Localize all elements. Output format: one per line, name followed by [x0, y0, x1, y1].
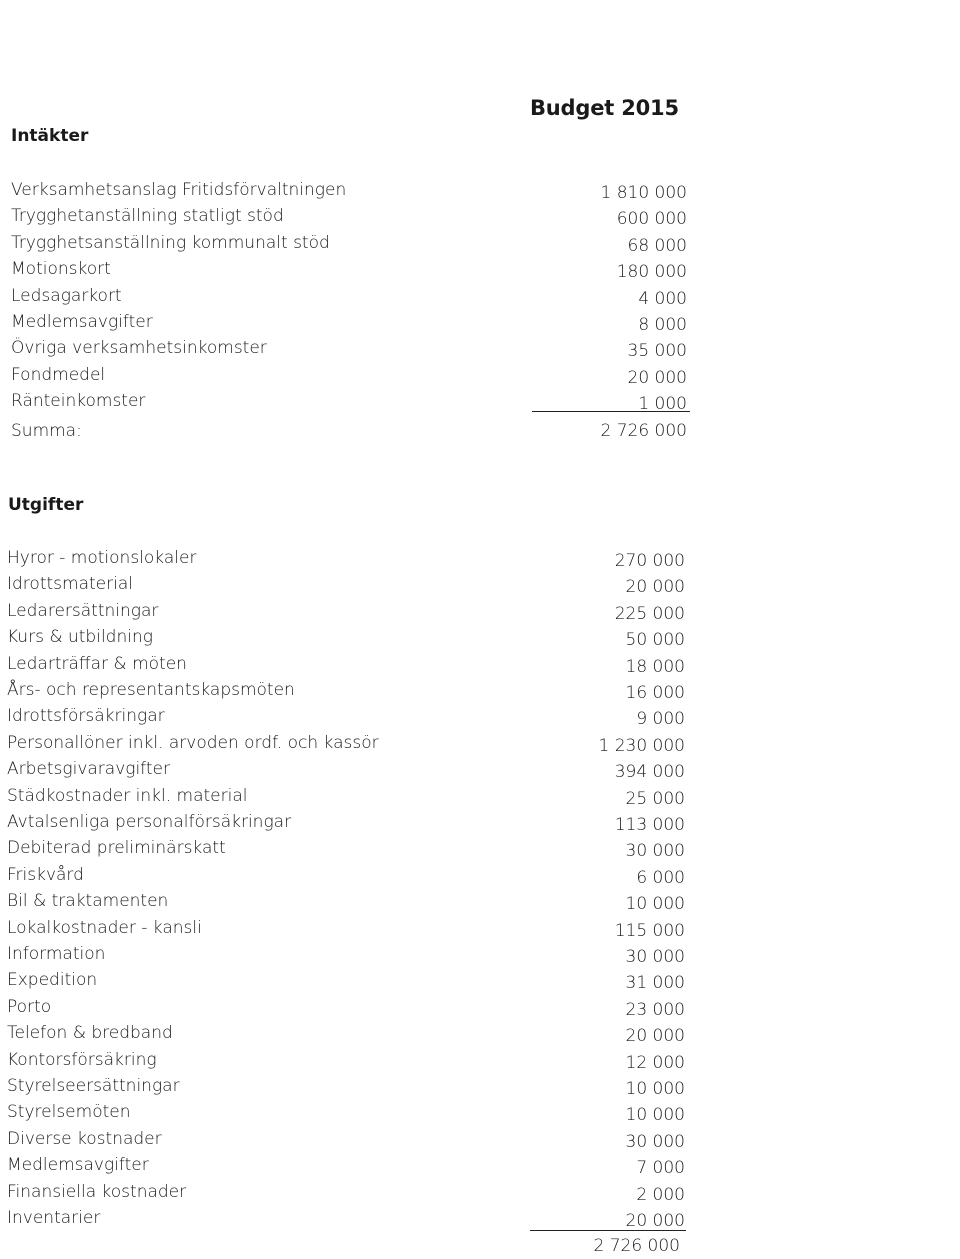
- expense-row-value: 31 000: [625, 973, 685, 994]
- expense-row-label: Idrottsförsäkringar: [7, 706, 165, 727]
- expense-row-value: 225 000: [614, 603, 685, 624]
- income-row: [11, 335, 701, 361]
- expense-row-value: 10 000: [625, 894, 685, 915]
- expense-row: [7, 1020, 697, 1046]
- expense-row-label: Års- och representantskapsmöten: [7, 680, 295, 700]
- income-row: [11, 177, 701, 203]
- expense-row-label: Avtalsenliga personalförsäkringar: [7, 812, 292, 832]
- expense-row-label: Information: [7, 944, 106, 964]
- income-row-value: 1 000: [638, 394, 687, 415]
- expense-row-value: 394 000: [614, 762, 685, 783]
- income-section-title: Intäkter: [11, 126, 89, 146]
- expense-row-value: 20 000: [625, 1026, 685, 1047]
- expense-row-label: Friskvård: [7, 864, 84, 885]
- expense-row-label: Hyror - motionslokaler: [7, 548, 197, 568]
- expense-row-label: Bil & traktamenten: [7, 891, 169, 912]
- expense-row: [7, 730, 697, 756]
- income-total-label: Summa:: [11, 421, 82, 441]
- income-row: [11, 309, 701, 335]
- income-row: [11, 203, 701, 229]
- expense-row: [7, 1126, 697, 1152]
- expense-row: [7, 677, 697, 703]
- expense-row-value: 12 000: [625, 1052, 685, 1073]
- budget-column-title: Budget 2015: [530, 96, 679, 120]
- income-row-label: Ledsagarkort: [11, 285, 122, 306]
- expenses-total-value: 2 726 000: [593, 1236, 680, 1256]
- expenses-total-row: [6, 1233, 686, 1259]
- income-row-label: Medlemsavgifter: [11, 312, 153, 332]
- income-row: [11, 256, 701, 282]
- expense-row-label: Styrelsemöten: [7, 1102, 131, 1123]
- income-row-value: 35 000: [627, 341, 687, 362]
- expense-row: [7, 994, 697, 1020]
- expense-row: [7, 651, 697, 677]
- income-row-label: Trygghetanställning statligt stöd: [11, 206, 284, 227]
- expense-row-value: 113 000: [614, 815, 685, 835]
- expense-row-value: 10 000: [625, 1079, 685, 1099]
- expense-row-label: Ledarersättningar: [7, 600, 159, 621]
- income-row: [11, 283, 701, 309]
- expense-row-value: 6 000: [636, 867, 685, 888]
- expense-row: [7, 915, 697, 941]
- income-row-label: Verksamhetsanslag Fritidsförvaltningen: [11, 180, 347, 200]
- expense-row: [7, 1073, 697, 1099]
- expense-row: [7, 545, 697, 571]
- expense-row-value: 30 000: [625, 841, 685, 862]
- expense-row: [7, 1179, 697, 1205]
- expense-row-value: 1 230 000: [598, 735, 685, 756]
- expense-row: [7, 1205, 697, 1231]
- expense-row-label: Styrelseersättningar: [7, 1076, 180, 1096]
- income-row-value: 20 000: [627, 367, 687, 388]
- expense-row: [7, 598, 697, 624]
- expense-row-value: 9 000: [636, 709, 685, 730]
- expense-row-label: Porto: [7, 996, 52, 1017]
- expense-row-value: 30 000: [625, 947, 685, 967]
- income-row-label: Ränteinkomster: [11, 391, 146, 412]
- expense-row: [7, 783, 697, 809]
- expense-row-value: 20 000: [625, 1211, 685, 1231]
- expense-row-label: Städkostnader inkl. material: [7, 785, 248, 806]
- expense-row-value: 115 000: [614, 920, 685, 941]
- expense-row-value: 50 000: [625, 630, 685, 651]
- expense-row: [7, 941, 697, 967]
- expense-row-label: Inventarier: [7, 1208, 101, 1228]
- expense-row-label: Telefon & bredband: [7, 1023, 173, 1044]
- expense-row: [7, 835, 697, 861]
- income-row-value: 68 000: [627, 235, 687, 256]
- expense-row-value: 7 000: [636, 1158, 685, 1179]
- income-row-value: 4 000: [638, 288, 687, 309]
- expense-row-value: 16 000: [625, 683, 685, 703]
- expense-row-value: 23 000: [625, 999, 685, 1020]
- expense-row-value: 10 000: [625, 1105, 685, 1126]
- income-row-value: 8 000: [638, 315, 687, 335]
- income-row-label: Trygghetsanställning kommunalt stöd: [11, 232, 330, 253]
- income-row-value: 600 000: [616, 209, 687, 230]
- expense-row-label: Ledarträffar & möten: [7, 653, 187, 674]
- expense-row-label: Lokalkostnader - kansli: [7, 917, 202, 938]
- expense-row-label: Arbetsgivaravgifter: [7, 759, 170, 780]
- expense-row-label: Finansiella kostnader: [7, 1181, 187, 1202]
- income-row-value: 180 000: [616, 262, 687, 283]
- expense-row-label: Kurs & utbildning: [7, 627, 153, 648]
- expense-row-value: 30 000: [625, 1131, 685, 1152]
- expense-row-value: 20 000: [625, 577, 685, 598]
- expenses-sum-line: [530, 1230, 686, 1231]
- income-row-label: Motionskort: [11, 259, 111, 280]
- expense-row-value: 270 000: [614, 551, 685, 571]
- expense-row: [7, 756, 697, 782]
- expense-row: [7, 703, 697, 729]
- expense-row: [7, 967, 697, 993]
- expense-row: [7, 1099, 697, 1125]
- income-sum-line: [532, 411, 690, 412]
- income-total-row: [11, 418, 691, 444]
- expense-row: [7, 809, 697, 835]
- expense-row-label: Personallöner inkl. arvoden ordf. och kassör: [7, 732, 379, 753]
- expense-row-label: Diverse kostnader: [7, 1128, 162, 1149]
- income-row-label: Fondmedel: [11, 364, 106, 385]
- income-row-label: Övriga verksamhetsinkomster: [11, 338, 267, 359]
- expense-row-value: 2 000: [636, 1184, 685, 1205]
- expense-row: [7, 571, 697, 597]
- expense-row: [7, 1152, 697, 1178]
- expense-row-label: Expedition: [7, 970, 98, 991]
- expense-row-value: 25 000: [625, 788, 685, 809]
- expense-row-label: Kontorsförsäkring: [7, 1049, 157, 1070]
- expense-row-label: Medlemsavgifter: [7, 1155, 149, 1176]
- income-total-value: 2 726 000: [600, 421, 687, 441]
- income-row: [11, 230, 701, 256]
- expense-row-label: Idrottsmaterial: [7, 574, 133, 595]
- income-row: [11, 362, 701, 388]
- expense-row-label: Debiterad preliminärskatt: [7, 838, 226, 859]
- expense-row: [7, 862, 697, 888]
- expense-row: [7, 888, 697, 914]
- expense-row-value: 18 000: [625, 656, 685, 677]
- expenses-section-title: Utgifter: [8, 495, 84, 515]
- income-row-value: 1 810 000: [600, 183, 687, 203]
- expense-row: [7, 624, 697, 650]
- expense-row: [7, 1047, 697, 1073]
